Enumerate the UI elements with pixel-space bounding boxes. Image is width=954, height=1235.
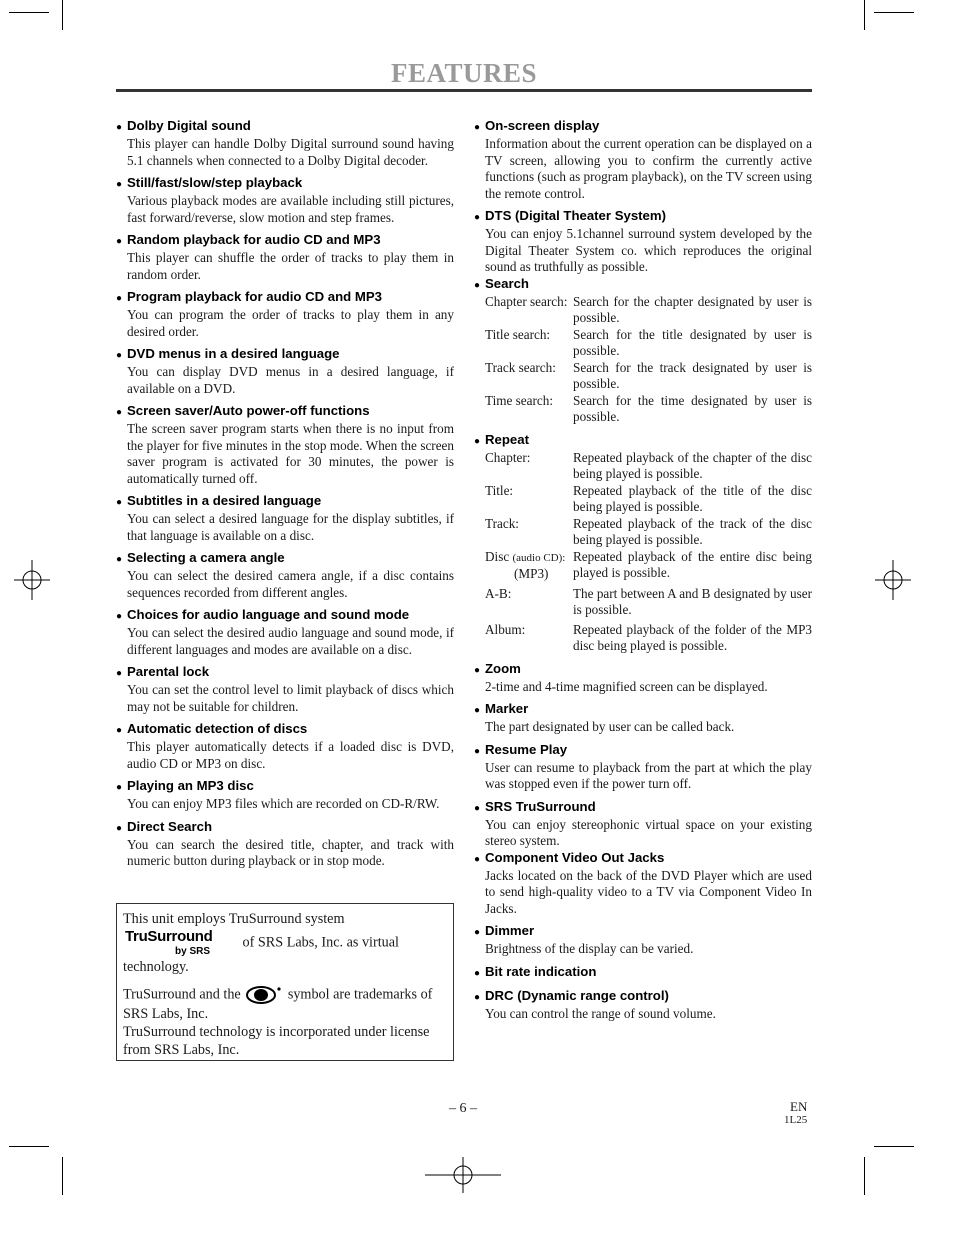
feature-description: This player can shuffle the order of tracks to play them in random order. (127, 250, 454, 282)
notice-line: of SRS Labs, Inc. as virtual technology. (123, 934, 399, 975)
repeat-row: A-B: The part between A and B designated by user is possible. (485, 585, 812, 617)
feature-heading: DVD menus in a desired language (127, 346, 340, 361)
feature-description: You can select a desired language for the display subtitles, if that language is available on a disc. (127, 511, 454, 543)
search-row: Chapter search: Search for the chapter designated by user is possible. (485, 293, 812, 325)
feature-description: You can select the desired camera angle, if a disc contains sequences recorded from different angles. (127, 568, 454, 600)
feature-heading: Marker (485, 701, 529, 716)
feature-description: You can control the range of sound volume. (485, 1005, 716, 1021)
feature-heading: Bit rate indication (485, 963, 597, 979)
feature-description: This player automatically detects if a loaded disc is DVD, audio CD or MP3 on disc. (127, 739, 454, 771)
repeat-row: Album: Repeated playback of the folder of the MP3 disc being played is possible. (485, 621, 812, 653)
language-code: EN (790, 1099, 808, 1114)
feature-description: Jacks located on the back of the DVD Player which are used to send high-quality video to a TV via Component Video In Jacks. (485, 867, 812, 916)
bullet-icon: ● (116, 407, 123, 418)
feature-heading: Repeat (485, 431, 529, 447)
feature-description: Information about the current operation can be displayed on a TV screen, allowing you to confirm the currently active functions (such as program playback), on the TV screen using the remote control. (485, 136, 812, 201)
search-row: Track search: Search for the track designated by user is possible. (485, 359, 812, 391)
bullet-icon: ● (474, 212, 481, 223)
feature-component-video (474, 850, 812, 918)
bullet-icon: ● (116, 822, 123, 834)
feature-random-playback (116, 232, 454, 283)
bullet-icon: ● (116, 611, 123, 622)
search-row: Title search: Search for the title designated by user is possible. (485, 326, 812, 358)
feature-heading: Dimmer (485, 923, 535, 938)
registration-mark-right-icon (875, 560, 911, 600)
feature-playback-modes (116, 175, 454, 226)
notice-line: This unit employs TruSurround system (123, 911, 345, 927)
trusurround-notice-box: This unit employs TruSurround system TruSurround by SRS of SRS Labs, Inc. as virtual technology. TruSurround and the symbol are trademarks of SRS Labs, Inc. TruSurround technology is incorporated under license from SRS Labs, Inc. (116, 903, 454, 1061)
bullet-icon: ● (474, 279, 481, 291)
trusurround-logo: TruSurround by SRS (125, 928, 213, 957)
feature-description: User can resume to playback from the part at which the play was stopped even if the power turn off. (485, 759, 812, 791)
bullet-icon: ● (474, 435, 481, 447)
feature-description: Brightness of the display can be varied. (485, 941, 694, 956)
title-rule (116, 89, 812, 92)
feature-description: The part designated by user can be called back. (485, 719, 735, 734)
feature-heading: Program playback for audio CD and MP3 (127, 289, 383, 304)
feature-heading: Screen saver/Auto power-off functions (127, 403, 370, 418)
bullet-icon: ● (116, 782, 123, 793)
bullet-icon: ● (116, 179, 123, 190)
feature-description: Various playback modes are available including still pictures, fast forward/reverse, slow motion and step frames. (127, 193, 454, 225)
feature-heading: Subtitles in a desired language (127, 493, 322, 508)
bullet-icon: ● (116, 293, 123, 304)
feature-heading: Still/fast/slow/step playback (127, 175, 303, 190)
bullet-icon: ● (474, 122, 481, 133)
feature-search (474, 276, 812, 426)
page-title: FEATURES (390, 58, 538, 88)
feature-heading: Parental lock (127, 664, 210, 679)
feature-description: You can display DVD menus in a desired language, if available on a DVD. (127, 364, 454, 396)
srs-symbol-icon (244, 985, 284, 1005)
feature-description: You can program the order of tracks to play them in any desired order. (127, 307, 454, 339)
feature-parental-lock (116, 664, 454, 715)
feature-heading: Dolby Digital sound (127, 118, 251, 133)
feature-description: You can set the control level to limit playback of discs which may not be suitable for children. (127, 682, 454, 714)
left-column (116, 118, 454, 870)
feature-heading: On-screen display (485, 118, 600, 133)
registration-mark-bottom-icon (425, 1157, 501, 1193)
page-number: – 6 – (449, 1101, 477, 1116)
search-row: Time search: Search for the time designated by user is possible. (485, 392, 812, 424)
feature-audio-language (116, 607, 454, 658)
bullet-icon: ● (474, 927, 481, 938)
model-code: 1L25 (784, 1114, 808, 1126)
feature-program-playback (116, 289, 454, 340)
feature-camera-angle (116, 550, 454, 601)
repeat-row: Chapter: Repeated playback of the chapter of the disc being played is possible. (485, 449, 812, 481)
feature-bit-rate (474, 964, 812, 982)
feature-heading: Choices for audio language and sound mode (127, 607, 410, 622)
feature-description: You can search the desired title, chapter, and track with numeric button during playback or in stop mode. (127, 836, 454, 868)
bullet-icon: ● (116, 497, 123, 508)
feature-marker (474, 701, 812, 736)
bullet-icon: ● (116, 554, 123, 565)
feature-repeat (474, 432, 812, 655)
feature-auto-detection (116, 721, 454, 772)
repeat-row: Track: Repeated playback of the track of the disc being played is possible. (485, 515, 812, 547)
feature-resume-play (474, 742, 812, 793)
feature-subtitles (116, 493, 454, 544)
feature-zoom (474, 661, 812, 696)
bullet-icon: ● (474, 745, 481, 757)
feature-heading: Direct Search (127, 818, 213, 834)
feature-heading: Resume Play (485, 741, 568, 757)
feature-mp3 (116, 778, 454, 813)
notice-license: TruSurround technology is incorporated under license from SRS Labs, Inc. (123, 1024, 430, 1058)
feature-heading: DRC (Dynamic range control) (485, 987, 669, 1003)
feature-on-screen-display (474, 118, 812, 202)
feature-heading: Random playback for audio CD and MP3 (127, 232, 381, 247)
feature-description: This player can handle Dolby Digital surround sound having 5.1 channels when connected to a Dolby Digital decoder. (127, 136, 454, 168)
feature-screen-saver (116, 403, 454, 487)
feature-dts (474, 208, 812, 276)
bullet-icon: ● (474, 705, 481, 716)
feature-drc (474, 988, 812, 1023)
bullet-icon: ● (116, 350, 123, 361)
feature-heading: Search (485, 275, 529, 291)
feature-description: The screen saver program starts when there is no input from the player for five minutes in the stop mode. When the screen saver program is activated for 30 minutes, the power is automatically turned off. (127, 421, 454, 486)
bullet-icon: ● (474, 664, 481, 676)
bullet-icon: ● (116, 668, 123, 679)
feature-description: 2-time and 4-time magnified screen can be displayed. (485, 678, 768, 694)
feature-heading: Component Video Out Jacks (485, 849, 665, 865)
feature-description: You can enjoy MP3 files which are recorded on CD-R/RW. (127, 796, 440, 811)
feature-description: You can enjoy 5.1channel surround system developed by the Digital Theater System co. which reproduces the original sound as truthfully as possible. (485, 226, 812, 274)
feature-direct-search (116, 819, 454, 870)
bullet-icon: ● (474, 802, 481, 814)
repeat-row: Title: Repeated playback of the title of the disc being played is possible. (485, 482, 812, 514)
feature-description: You can enjoy stereophonic virtual space on your existing stereo system. (485, 816, 812, 848)
feature-heading: Zoom (485, 660, 521, 676)
bullet-icon: ● (116, 122, 123, 133)
feature-dvd-menus (116, 346, 454, 397)
right-column (474, 118, 812, 1022)
bullet-icon: ● (474, 967, 481, 979)
feature-dimmer (474, 923, 812, 958)
bullet-icon: ● (116, 236, 123, 247)
feature-heading: Selecting a camera angle (127, 550, 285, 565)
registration-mark-left-icon (14, 560, 50, 600)
repeat-row: Disc (audio CD): (MP3) Repeated playback of the entire disc being played is possible. (485, 548, 812, 581)
bullet-icon: ● (116, 725, 123, 736)
feature-heading: Playing an MP3 disc (127, 778, 254, 793)
bullet-icon: ● (474, 853, 481, 865)
bullet-icon: ● (474, 991, 481, 1003)
feature-description: You can select the desired audio language and sound mode, if different languages and modes are available on a disc. (127, 625, 454, 657)
feature-heading: Automatic detection of discs (127, 721, 308, 736)
feature-heading: SRS TruSurround (485, 798, 596, 814)
feature-heading: DTS (Digital Theater System) (485, 208, 666, 223)
feature-srs-trusurround (474, 799, 812, 850)
feature-dolby-digital (116, 118, 454, 169)
